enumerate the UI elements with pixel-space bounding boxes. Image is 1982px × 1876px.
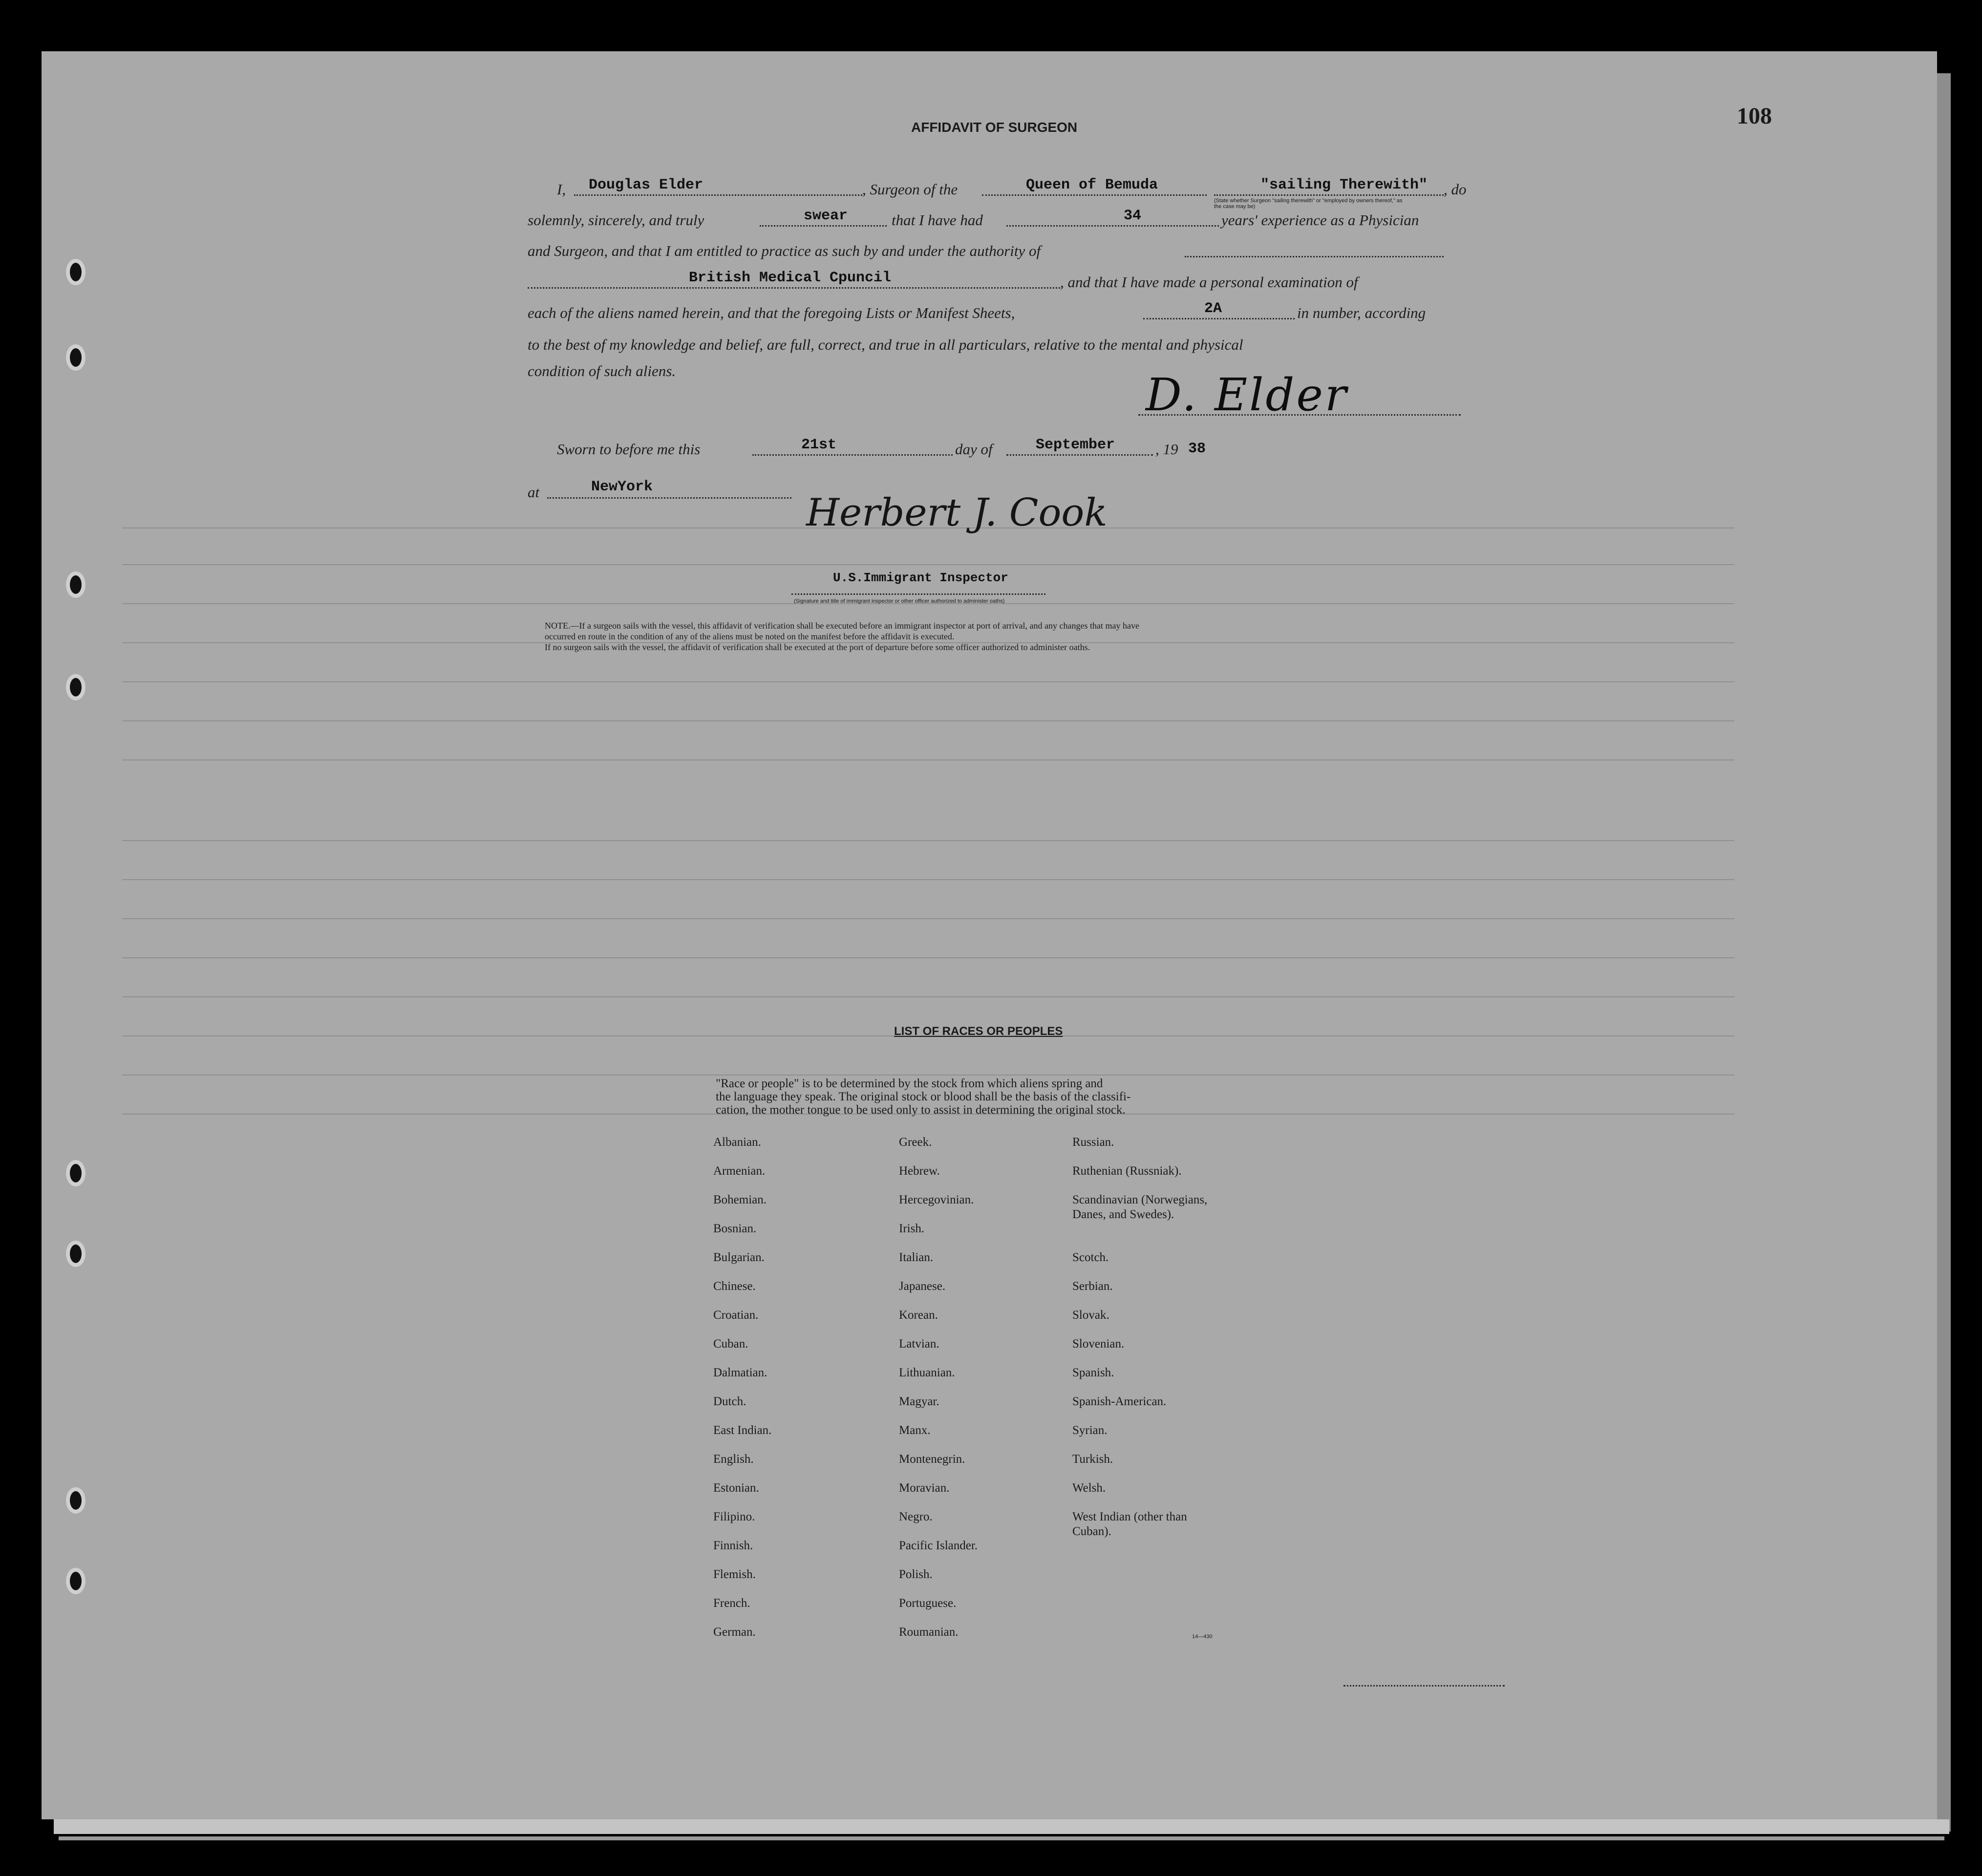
vessel-line (982, 194, 1207, 196)
race-item: Spanish-American. (1072, 1395, 1167, 1408)
race-item: Lithuanian. (899, 1366, 955, 1379)
race-item: Chinese. (713, 1280, 756, 1293)
race-item: Cuban. (713, 1337, 748, 1350)
race-item: East Indian. (713, 1424, 772, 1437)
sworn-day: 21st (801, 437, 837, 453)
race-item: Polish. (899, 1568, 933, 1581)
race-item: Montenegrin. (899, 1453, 965, 1466)
race-item: Serbian. (1072, 1280, 1113, 1293)
race-item: German. (713, 1625, 756, 1639)
race-item: Greek. (899, 1136, 932, 1149)
race-item: Bosnian. (713, 1222, 757, 1235)
vessel-name: Queen of Bemuda (1026, 177, 1158, 193)
race-item: Japanese. (899, 1280, 946, 1293)
month-line (1006, 454, 1153, 456)
race-item: Latvian. (899, 1337, 939, 1350)
inspector-title: U.S.Immigrant Inspector (833, 570, 1008, 585)
race-item: Estonian. (713, 1481, 759, 1495)
race-item: Manx. (899, 1424, 931, 1437)
surgeon-name-line (574, 194, 862, 196)
race-item: Italian. (899, 1251, 934, 1264)
text-and-surgeon: and Surgeon, and that I am entitled to practice as such by and under the authority of (528, 242, 1041, 259)
text-solemnly: solemnly, sincerely, and truly (528, 211, 704, 229)
race-item: Portuguese. (899, 1597, 957, 1610)
note-line-2: occurred en route in the condition of any of the aliens must be noted on the manifest before the affidavit is executed. (545, 632, 955, 641)
note-line-1: NOTE.—If a surgeon sails with the vessel, this affidavit of verification shall be executed before an immigrant inspector at port of arrival, and any changes that may have (545, 621, 1139, 631)
race-item: Danes, and Swedes). (1072, 1208, 1174, 1221)
binder-hole (66, 1160, 85, 1186)
race-item: Russian. (1072, 1136, 1114, 1149)
text-each-alien: each of the aliens named herein, and that the foregoing Lists or Manifest Sheets, (528, 304, 1015, 321)
binder-hole (66, 259, 85, 285)
day-line (752, 454, 953, 456)
race-item: Ruthenian (Russniak). (1072, 1164, 1182, 1178)
surgeon-capacity: "sailing Therewith" (1260, 177, 1428, 193)
race-item: Slovak. (1072, 1308, 1109, 1322)
text-that-i-have-had: that I have had (892, 211, 983, 229)
race-item: Armenian. (713, 1164, 766, 1178)
race-item: Hebrew. (899, 1164, 940, 1178)
text-condition: condition of such aliens. (528, 362, 676, 379)
race-item: Scotch. (1072, 1251, 1109, 1264)
race-item: West Indian (other than (1072, 1510, 1187, 1523)
race-item: English. (713, 1453, 754, 1466)
race-item: Slovenian. (1072, 1337, 1125, 1350)
surgeon-signature: D. Elder (1146, 369, 1348, 421)
page-number: 108 (1737, 103, 1772, 129)
text-personal-exam: , and that I have made a personal examination of (1060, 274, 1358, 291)
races-intro-1: "Race or people" is to be determined by the stock from which aliens spring and (716, 1077, 1103, 1090)
text-in-number: in number, according (1297, 304, 1426, 321)
binder-hole (66, 1487, 85, 1514)
race-item: Irish. (899, 1222, 925, 1235)
race-item: Dutch. (713, 1395, 746, 1408)
capacity-note: (State whether Surgeon "sailing therewith" or "employed by owners thereof," as the case may be) (1214, 198, 1403, 210)
page-edge-bottom (54, 1819, 1949, 1834)
text-do: , do (1444, 181, 1467, 198)
race-item: Albanian. (713, 1136, 761, 1149)
race-item: Dalmatian. (713, 1366, 767, 1379)
races-intro-3: cation, the mother tongue to be used only to assist in determining the original stock. (716, 1103, 1126, 1117)
dotted-rule (1343, 1685, 1505, 1686)
race-item: Moravian. (899, 1481, 950, 1495)
race-item: Welsh. (1072, 1481, 1106, 1495)
years-line (1006, 225, 1219, 227)
text-years-experience: years' experience as a Physician (1221, 211, 1419, 229)
race-item: French. (713, 1597, 750, 1610)
race-item: Finnish. (713, 1539, 753, 1552)
race-item: Hercegovinian. (899, 1193, 974, 1206)
sworn-month: September (1036, 437, 1115, 453)
sheets-count: 2A (1204, 300, 1222, 317)
race-item: Pacific Islander. (899, 1539, 978, 1552)
inspector-signature: Herbert J. Cook (806, 491, 1108, 535)
affidavit-title: AFFIDAVIT OF SURGEON (911, 120, 1078, 135)
sworn-place: NewYork (591, 479, 653, 495)
binder-hole (66, 1241, 85, 1267)
races-title: LIST OF RACES OR PEOPLES (894, 1025, 1063, 1038)
binder-hole (66, 571, 85, 598)
authority-line-a (1185, 256, 1444, 257)
inspector-line (791, 593, 1045, 595)
sworn-year: 38 (1188, 441, 1206, 457)
race-item: Scandinavian (Norwegians, (1072, 1193, 1208, 1206)
page-edge (1937, 73, 1951, 1832)
binder-hole (66, 344, 85, 371)
note-line-3: If no surgeon sails with the vessel, the affidavit of verification shall be executed at the port of departure before some officer authorized to administer oaths. (545, 642, 1090, 652)
text-surgeon-of: , Surgeon of the (862, 181, 958, 198)
race-item: Flemish. (713, 1568, 756, 1581)
capacity-line (1214, 194, 1444, 196)
text-sworn: Sworn to before me this (557, 441, 701, 458)
text-i: I, (557, 181, 566, 198)
race-item: Korean. (899, 1308, 938, 1322)
binder-hole (66, 674, 85, 700)
page-edge-bottom-2 (59, 1836, 1944, 1840)
form-number: 14—430 (1192, 1634, 1213, 1640)
sheets-line (1143, 318, 1295, 319)
years-experience: 34 (1124, 208, 1142, 224)
text-at: at (528, 484, 540, 501)
place-line (547, 497, 791, 499)
race-item: Cuban). (1072, 1525, 1111, 1538)
race-item: Syrian. (1072, 1424, 1108, 1437)
race-item: Turkish. (1072, 1453, 1113, 1466)
text-year-prefix: , 19 (1155, 441, 1178, 458)
race-item: Bulgarian. (713, 1251, 765, 1264)
oath-line (760, 225, 887, 227)
race-item: Croatian. (713, 1308, 759, 1322)
surgeon-name: Douglas Elder (589, 177, 703, 193)
race-item: Magyar. (899, 1395, 939, 1408)
races-intro-2: the language they speak. The original stock or blood shall be the basis of the classifi- (716, 1090, 1131, 1103)
binder-hole (66, 1568, 85, 1594)
inspector-caption: (Signature and title of immigrant inspector or other officer authorized to administer oaths) (794, 598, 1005, 604)
race-item: Negro. (899, 1510, 933, 1523)
race-item: Bohemian. (713, 1193, 767, 1206)
authority-line (528, 287, 1060, 289)
race-item: Roumanian. (899, 1625, 959, 1639)
text-day-of: day of (955, 441, 993, 458)
race-item: Spanish. (1072, 1366, 1114, 1379)
race-item: Filipino. (713, 1510, 755, 1523)
authority: British Medical Cpuncil (689, 270, 892, 286)
oath: swear (804, 208, 848, 224)
text-best-knowledge: to the best of my knowledge and belief, are full, correct, and true in all particulars, relative to the mental and physical (528, 336, 1243, 353)
